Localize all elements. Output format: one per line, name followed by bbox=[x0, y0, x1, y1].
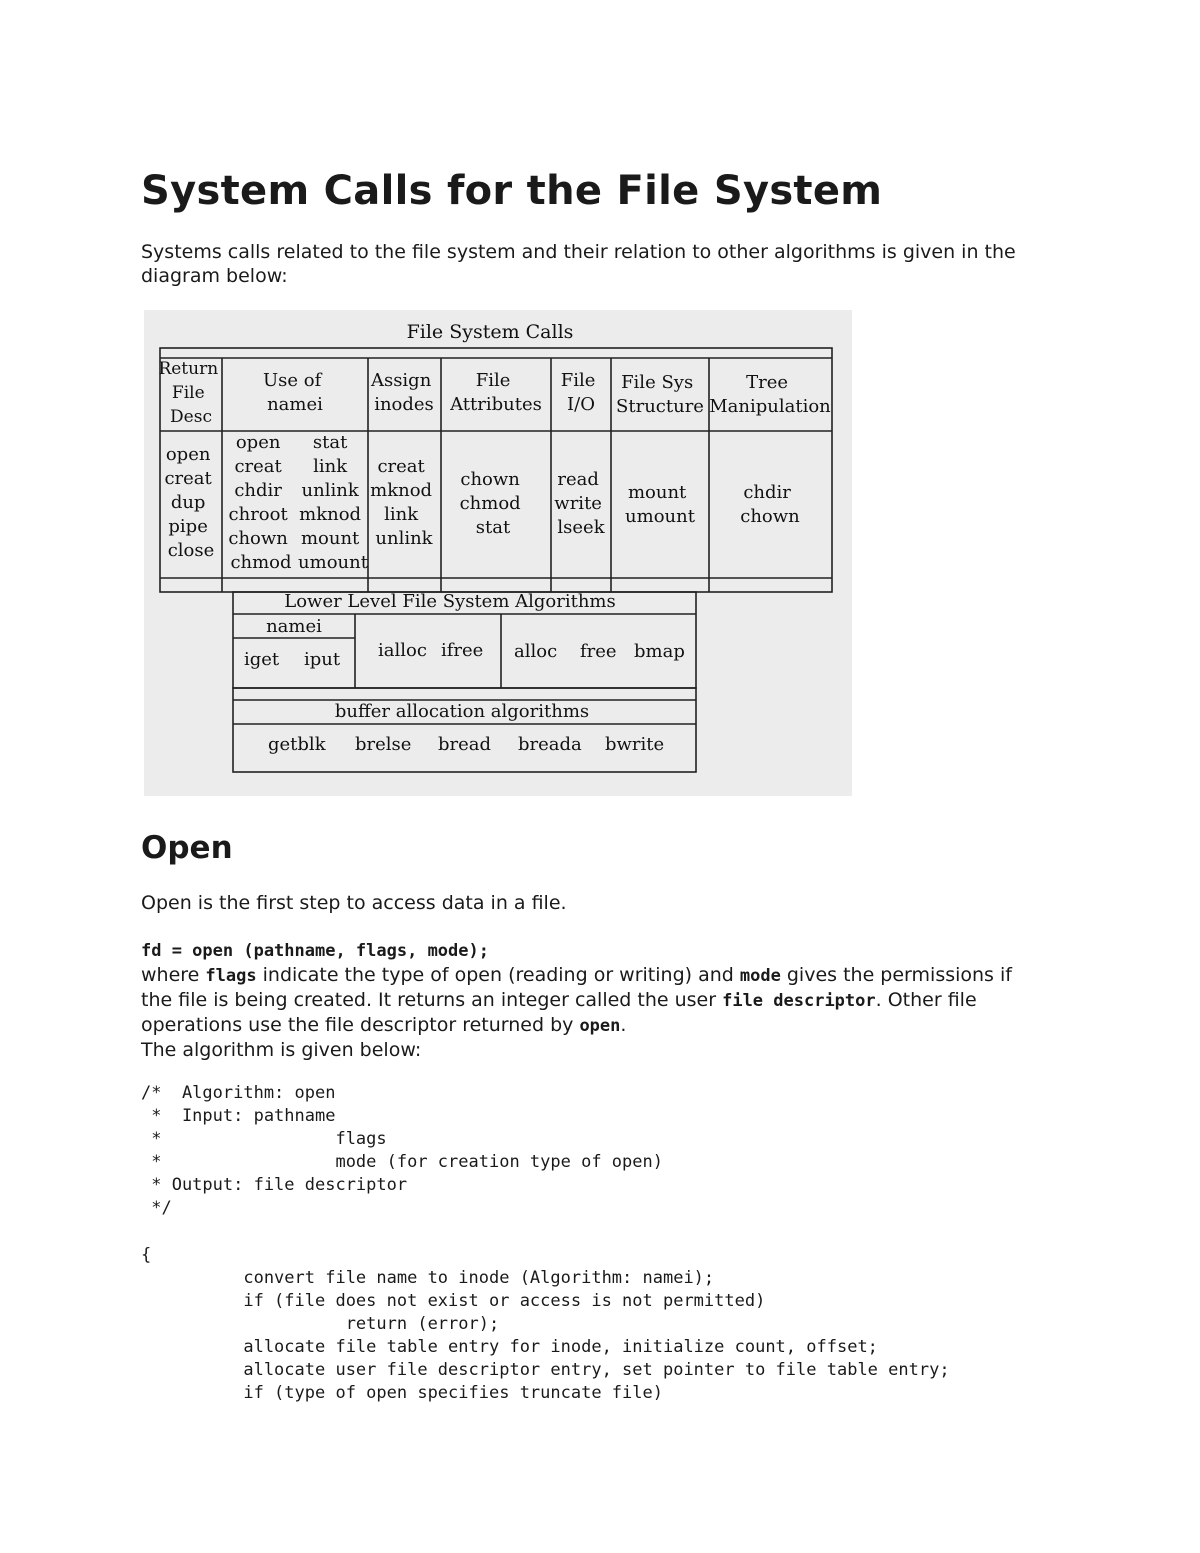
code-line: * mode (for creation type of open) bbox=[141, 1152, 663, 1173]
flags-term: flags bbox=[205, 966, 257, 986]
calls-io: read write lseek bbox=[554, 469, 605, 538]
code-line: convert file name to inode (Algorithm: namei); bbox=[141, 1267, 715, 1288]
col-header-return: Return File Desc bbox=[158, 359, 219, 427]
calls-return: open creat dup pipe close bbox=[164, 444, 215, 561]
open-term: open bbox=[579, 1016, 621, 1036]
bread-label: bread bbox=[438, 734, 492, 755]
file-descriptor-term: file descriptor bbox=[722, 991, 876, 1011]
calls-attributes: chown chmod stat bbox=[459, 469, 521, 538]
bmap-label: bmap bbox=[634, 641, 685, 662]
getblk-label: getblk bbox=[268, 734, 326, 755]
code-line: * Output: file descriptor bbox=[141, 1175, 408, 1196]
calls-namei-left: open creat chdir chroot chown chmod bbox=[228, 432, 292, 573]
col-header-fs-structure: File Sys Structure bbox=[616, 372, 704, 417]
open-description bbox=[141, 938, 1041, 1062]
bwrite-label: bwrite bbox=[605, 734, 665, 755]
mode-term: mode bbox=[739, 966, 781, 986]
calls-namei-right: stat link unlink mknod mount umount bbox=[298, 432, 368, 573]
code-line: return (error); bbox=[141, 1313, 500, 1334]
intro-paragraph: Systems calls related to the file system and their relation to other algorithms is given in the diagram below: bbox=[141, 241, 1016, 287]
col-header-attributes: File Attributes bbox=[450, 370, 542, 415]
alloc-label: alloc bbox=[514, 641, 558, 662]
brelse-label: brelse bbox=[355, 734, 412, 755]
calls-assign: creat mknod link unlink bbox=[370, 456, 433, 549]
lower-level-title: Lower Level File System Algorithms bbox=[284, 591, 616, 612]
diagram-title: File System Calls bbox=[406, 321, 574, 343]
desc-text: . bbox=[620, 1014, 627, 1036]
breada-label: breada bbox=[518, 734, 582, 755]
buffer-title: buffer allocation algorithms bbox=[334, 701, 590, 722]
desc-text: indicate the type of open (reading or writing) and bbox=[256, 964, 740, 986]
open-call-signature: fd = open (pathname, flags, mode); bbox=[141, 941, 489, 961]
desc-text: . Other file operations use the file descriptor returned by bbox=[141, 989, 977, 1036]
code-line: /* Algorithm: open bbox=[141, 1083, 336, 1103]
code-line: * Input: pathname bbox=[141, 1106, 336, 1127]
col-header-assign: Assign inodes bbox=[370, 370, 434, 415]
file-system-calls-diagram bbox=[144, 310, 852, 796]
calls-tree: chdir chown bbox=[740, 482, 800, 527]
free-label: free bbox=[580, 641, 617, 662]
code-line: * flags bbox=[141, 1129, 387, 1150]
col-header-tree: Tree Manipulation bbox=[709, 372, 831, 417]
namei-label: namei bbox=[266, 616, 322, 637]
desc-text: gives the permissions if the file is being created. It returns an integer called the user bbox=[141, 964, 1012, 1011]
desc-text: where bbox=[141, 964, 206, 986]
code-line: if (type of open specifies truncate file) bbox=[141, 1383, 663, 1404]
algorithm-code-block bbox=[141, 1082, 950, 1405]
code-line: { bbox=[141, 1244, 152, 1265]
iget-label: iget bbox=[244, 649, 280, 670]
open-intro: Open is the first step to access data in a file. bbox=[141, 892, 567, 914]
calls-fs-structure: mount umount bbox=[625, 482, 695, 527]
iput-label: iput bbox=[304, 649, 341, 670]
code-line: allocate file table entry for inode, initialize count, offset; bbox=[141, 1337, 878, 1358]
page-title: System Calls for the File System bbox=[141, 168, 883, 214]
col-header-namei: Use of namei bbox=[262, 370, 323, 415]
ifree-label: ifree bbox=[441, 640, 484, 661]
code-line: allocate user file descriptor entry, set pointer to file table entry; bbox=[141, 1360, 950, 1381]
ialloc-label: ialloc bbox=[378, 640, 427, 661]
code-line: if (file does not exist or access is not permitted) bbox=[141, 1290, 766, 1311]
algorithm-intro: The algorithm is given below: bbox=[141, 1039, 422, 1061]
open-heading: Open bbox=[141, 830, 233, 866]
code-line: */ bbox=[141, 1198, 172, 1219]
col-header-io: File I/O bbox=[560, 370, 596, 415]
